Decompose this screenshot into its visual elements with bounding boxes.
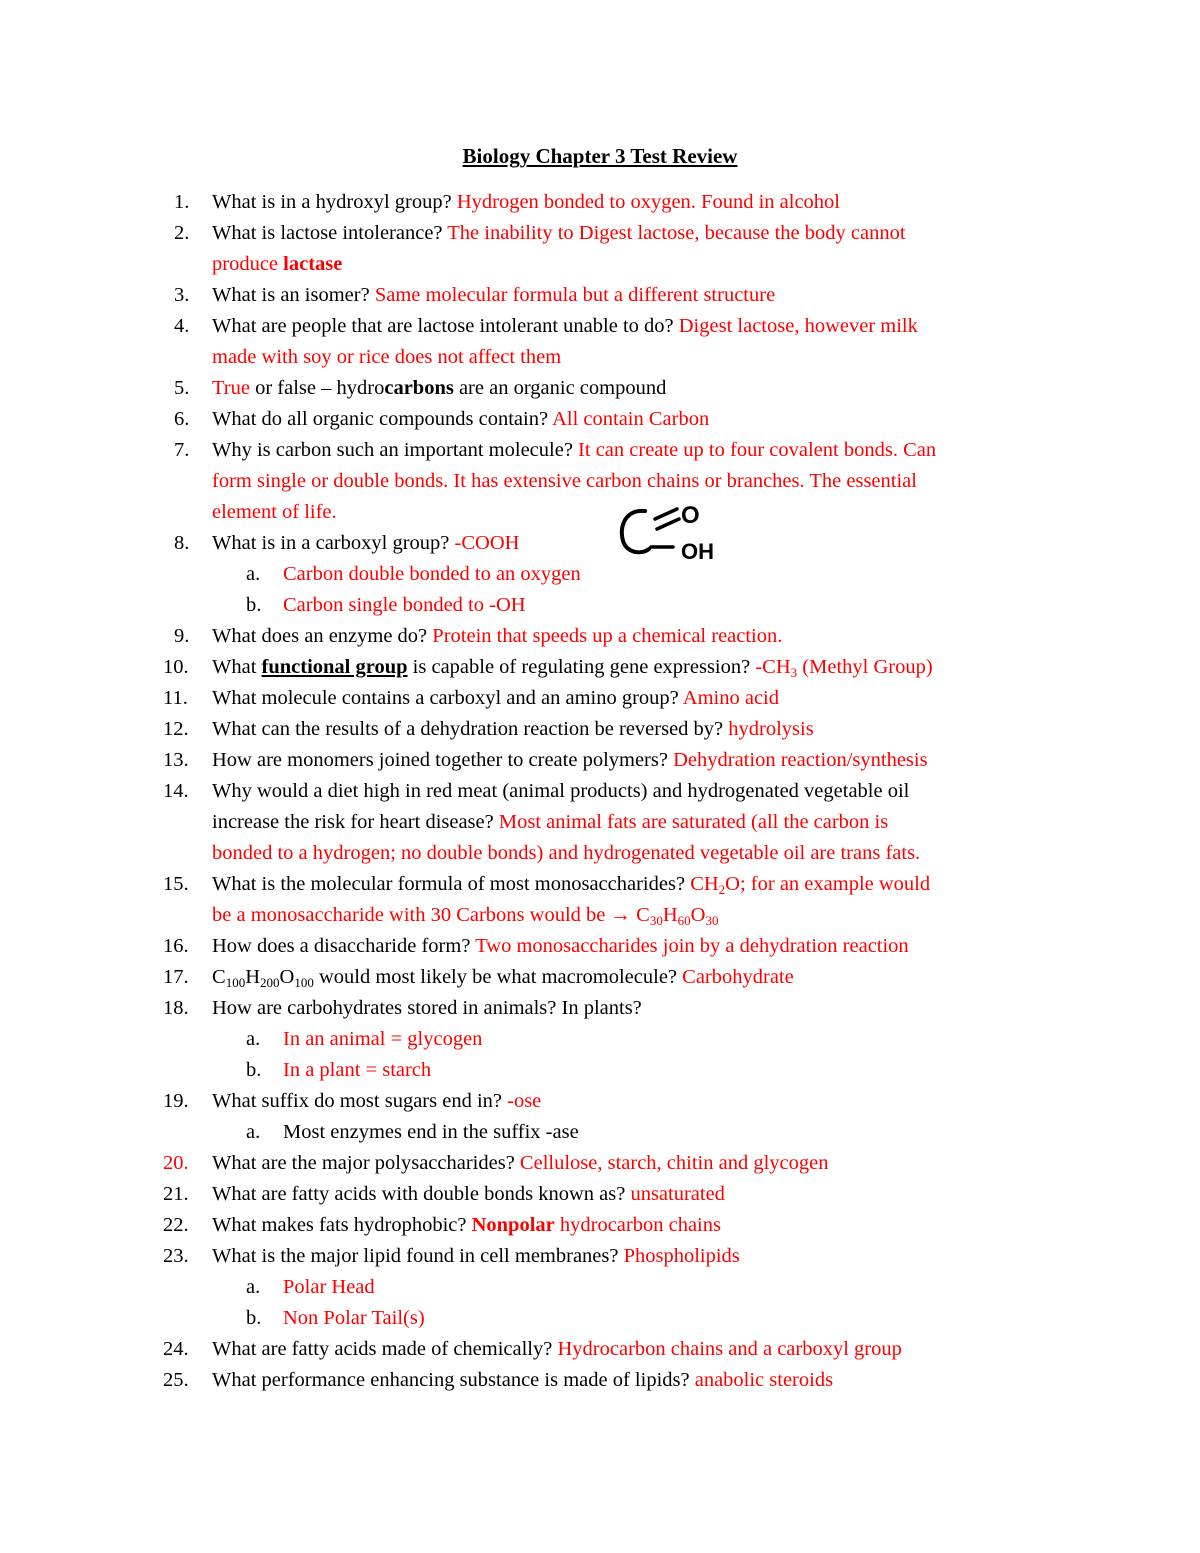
question-number: 13. <box>163 749 189 771</box>
question-number: 25. <box>163 1369 189 1391</box>
question-12 <box>0 714 1200 745</box>
question-17 <box>0 962 1200 993</box>
answer-text: Carbohydrate <box>682 966 794 988</box>
answer-text: CH <box>690 873 719 895</box>
question-number: 15. <box>163 873 189 895</box>
answer-text: True <box>212 377 250 399</box>
sketch-hydroxyl: OH <box>681 539 714 564</box>
question-number: 18. <box>163 997 189 1019</box>
question-underlined: functional group <box>261 656 408 678</box>
question-20 <box>0 1148 1200 1179</box>
answer-subscript: 2 <box>718 882 726 897</box>
answer-text: made with soy or rice does not affect them <box>212 346 562 368</box>
question-number: 7. <box>174 439 190 461</box>
question-23-sub-a <box>0 1272 1200 1303</box>
formula-c-sub: 100 <box>225 975 246 990</box>
question-text: How does a disaccharide form? <box>212 935 471 957</box>
sub-item-letter: b. <box>246 1307 262 1329</box>
answer-text: Hydrocarbon chains and a carboxyl group <box>557 1338 902 1360</box>
arrow-icon: → <box>610 904 632 926</box>
question-6 <box>0 404 1200 435</box>
question-number: 17. <box>163 966 189 988</box>
formula-h: H <box>662 904 678 926</box>
question-7-cont <box>0 466 1200 497</box>
question-16 <box>0 931 1200 962</box>
question-15 <box>0 869 1200 900</box>
question-14-cont-2 <box>0 838 1200 869</box>
question-7 <box>0 435 1200 466</box>
question-number: 2. <box>174 222 190 244</box>
question-10 <box>0 652 1200 683</box>
question-text: What can the results of a dehydration reaction be reversed by? <box>212 718 724 740</box>
question-2 <box>0 218 1200 249</box>
document-title: Biology Chapter 3 Test Review <box>462 144 738 168</box>
question-text: What molecule contains a carboxyl and an amino group? <box>212 687 679 709</box>
question-13 <box>0 745 1200 776</box>
question-number: 4. <box>174 315 190 337</box>
question-number: 10. <box>163 656 189 678</box>
question-text: What is an isomer? <box>212 284 370 306</box>
answer-text: Most animal fats are saturated (all the carbon is <box>498 811 889 833</box>
question-2-cont <box>0 249 1200 280</box>
question-number: 5. <box>174 377 190 399</box>
question-text: Why is carbon such an important molecule? <box>212 439 573 461</box>
answer-text: element of life. <box>212 501 337 523</box>
answer-text: Digest lactose, however milk <box>678 315 918 337</box>
question-3 <box>0 280 1200 311</box>
question-14 <box>0 776 1200 807</box>
formula-o-sub: 100 <box>294 975 314 990</box>
question-14-cont <box>0 807 1200 838</box>
question-number: 22. <box>163 1214 189 1236</box>
sub-item-text: Non Polar Tail(s) <box>283 1307 425 1329</box>
question-25 <box>0 1365 1200 1396</box>
question-text: What suffix do most sugars end in? <box>212 1090 502 1112</box>
formula-o: O <box>279 966 295 988</box>
question-5 <box>0 373 1200 404</box>
formula-h-sub: 60 <box>677 913 691 928</box>
answer-text: hydrolysis <box>728 718 814 740</box>
answer-text: Phospholipids <box>623 1245 740 1267</box>
formula-o: O <box>690 904 706 926</box>
question-24 <box>0 1334 1200 1365</box>
answer-text: Hydrogen bonded to oxygen. Found in alcohol <box>456 191 840 213</box>
sub-item-letter: b. <box>246 1059 262 1081</box>
answer-text: Dehydration reaction/synthesis <box>673 749 928 771</box>
answer-subscript: 3 <box>790 665 798 680</box>
answer-text: All contain Carbon <box>552 408 710 430</box>
answer-text: produce <box>212 253 279 275</box>
answer-text: -ose <box>507 1090 542 1112</box>
question-text: Why would a diet high in red meat (animal products) and hydrogenated vegetable oil <box>212 780 910 802</box>
sub-item-text: Most enzymes end in the suffix -ase <box>283 1121 579 1143</box>
question-text: What are people that are lactose intolerant unable to do? <box>212 315 674 337</box>
question-11 <box>0 683 1200 714</box>
question-text: What is the major lipid found in cell membranes? <box>212 1245 619 1267</box>
question-8-sub-a <box>0 559 1200 590</box>
question-text-tail: is capable of regulating gene expression? <box>412 656 751 678</box>
question-text: What are fatty acids with double bonds known as? <box>212 1183 626 1205</box>
question-8 <box>0 528 1200 559</box>
question-number: 9. <box>174 625 190 647</box>
question-7-cont-2 <box>0 497 1200 528</box>
question-text: What is the molecular formula of most monosaccharides? <box>212 873 686 895</box>
answer-text: Cellulose, starch, chitin and glycogen <box>519 1152 829 1174</box>
question-1 <box>0 187 1200 218</box>
question-text: would most likely be what macromolecule? <box>313 966 678 988</box>
sketch-oxygen: O <box>681 502 700 529</box>
question-22 <box>0 1210 1200 1241</box>
question-19 <box>0 1086 1200 1117</box>
answer-text: The inability to Digest lactose, because the body cannot <box>447 222 906 244</box>
question-text: What <box>212 656 257 678</box>
sub-item-letter: a. <box>246 1276 261 1298</box>
answer-text: Protein that speeds up a chemical reaction. <box>432 625 783 647</box>
answer-text: -COOH <box>454 532 520 554</box>
question-text: increase the risk for heart disease? <box>212 811 494 833</box>
question-list <box>0 187 1200 1396</box>
answer-text: be a monosaccharide with 30 Carbons would be <box>212 904 606 926</box>
question-number: 23. <box>163 1245 189 1267</box>
answer-text: Two monosaccharides join by a dehydration reaction <box>475 935 909 957</box>
question-text: How are monomers joined together to create polymers? <box>212 749 668 771</box>
sub-item-text: Carbon single bonded to -OH <box>283 594 526 616</box>
question-number: 11. <box>163 687 188 709</box>
answer-text: form single or double bonds. It has extensive carbon chains or branches. The essential <box>212 470 917 492</box>
question-15-cont <box>0 900 1200 931</box>
question-text: What makes fats hydrophobic? <box>212 1214 467 1236</box>
question-23 <box>0 1241 1200 1272</box>
question-number: 1. <box>174 191 190 213</box>
question-9 <box>0 621 1200 652</box>
question-8-sub-b <box>0 590 1200 621</box>
question-bold: carbons <box>384 377 454 399</box>
question-text: or false – hydro <box>255 377 385 399</box>
answer-text-tail: (Methyl Group) <box>797 656 933 678</box>
formula-h-sub: 200 <box>260 975 280 990</box>
question-4 <box>0 311 1200 342</box>
formula-o-sub: 30 <box>705 913 719 928</box>
question-text: What do all organic compounds contain? <box>212 408 549 430</box>
answer-text: -CH <box>755 656 791 678</box>
sub-item-letter: a. <box>246 1121 261 1143</box>
question-text: How are carbohydrates stored in animals? In plants? <box>212 997 642 1019</box>
question-number: 24. <box>163 1338 189 1360</box>
answer-text: It can create up to four covalent bonds. Can <box>578 439 937 461</box>
question-text-tail: are an organic compound <box>458 377 667 399</box>
answer-bold: Nonpolar <box>471 1214 555 1236</box>
question-number: 8. <box>174 532 190 554</box>
sub-item-text: Polar Head <box>283 1276 375 1298</box>
question-text: What are the major polysaccharides? <box>212 1152 515 1174</box>
answer-text: Amino acid <box>682 687 779 709</box>
question-text: What is in a carboxyl group? <box>212 532 450 554</box>
answer-bold: lactase <box>283 253 343 275</box>
question-number: 21. <box>163 1183 189 1205</box>
question-number: 16. <box>163 935 189 957</box>
question-text: What are fatty acids made of chemically? <box>212 1338 553 1360</box>
question-number: 20. <box>163 1152 189 1174</box>
sub-item-text: Carbon double bonded to an oxygen <box>283 563 581 585</box>
question-18-sub-a <box>0 1024 1200 1055</box>
sub-item-text: In a plant = starch <box>283 1059 432 1081</box>
formula-c: C <box>636 904 650 926</box>
sub-item-letter: a. <box>246 1028 261 1050</box>
formula-c-sub: 30 <box>649 913 663 928</box>
sub-item-letter: a. <box>246 563 261 585</box>
question-23-sub-b <box>0 1303 1200 1334</box>
answer-text-tail: O; for an example would <box>725 873 931 895</box>
question-text: What does an enzyme do? <box>212 625 428 647</box>
question-number: 14. <box>163 780 189 802</box>
question-number: 12. <box>163 718 189 740</box>
question-18 <box>0 993 1200 1024</box>
question-text: What performance enhancing substance is made of lipids? <box>212 1369 690 1391</box>
question-text: What is lactose intolerance? <box>212 222 443 244</box>
question-19-sub-a <box>0 1117 1200 1148</box>
answer-text: anabolic steroids <box>694 1369 834 1391</box>
formula-h: H <box>245 966 260 988</box>
formula-c: C <box>212 966 226 988</box>
sub-item-letter: b. <box>246 594 262 616</box>
answer-text: Same molecular formula but a different structure <box>374 284 776 306</box>
answer-text: hydrocarbon chains <box>559 1214 721 1236</box>
answer-text: bonded to a hydrogen; no double bonds) and hydrogenated vegetable oil are trans fats. <box>212 842 921 864</box>
question-text: What is in a hydroxyl group? <box>212 191 452 213</box>
answer-text: unsaturated <box>630 1183 725 1205</box>
sub-item-text: In an animal = glycogen <box>283 1028 483 1050</box>
question-number: 19. <box>163 1090 189 1112</box>
question-18-sub-b <box>0 1055 1200 1086</box>
question-number: 3. <box>174 284 190 306</box>
question-number: 6. <box>174 408 190 430</box>
question-4-cont <box>0 342 1200 373</box>
question-21 <box>0 1179 1200 1210</box>
